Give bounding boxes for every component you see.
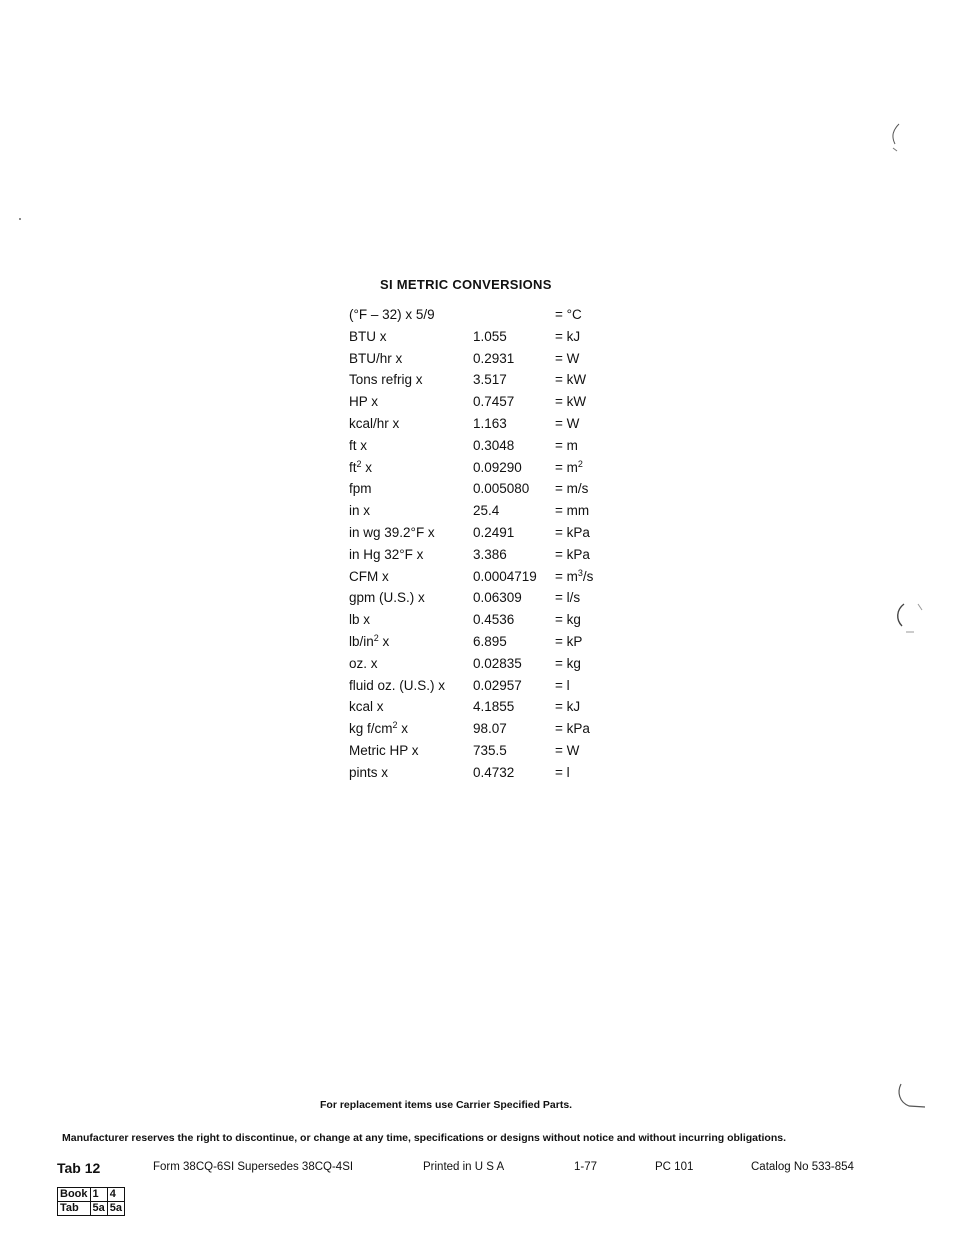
conversion-factor: 0.4732	[473, 764, 515, 780]
footer-date: 1-77	[574, 1161, 598, 1173]
conversion-from: $ft^2$ x	[349, 458, 373, 475]
conversion-factor: 0.02835	[473, 655, 522, 671]
conversion-to: = mm	[555, 503, 590, 519]
conversion-row	[349, 587, 619, 609]
punch-hole-mark	[885, 120, 915, 160]
conversion-to: = W	[555, 350, 580, 366]
conversion-factor: 0.3048	[473, 437, 515, 453]
conversion-to: = kW	[555, 394, 587, 410]
conversion-row	[349, 675, 619, 697]
conversion-row	[349, 609, 619, 631]
conversion-to: = $m^3/s$	[555, 567, 594, 584]
conversion-to: = kg	[555, 612, 581, 628]
book-row	[58, 1188, 125, 1202]
conversion-from: $lb/in^2$ x	[349, 632, 390, 649]
book-tab-cell: 1	[90, 1188, 107, 1202]
conversion-to: = l	[555, 677, 570, 693]
conversion-from: kcal/hr x	[349, 415, 400, 431]
replacement-note: For replacement items use Carrier Specified Parts.	[320, 1099, 573, 1111]
conversion-from: oz. x	[349, 655, 378, 671]
conversion-factor: 1.055	[473, 328, 507, 344]
conversion-factor: 735.5	[473, 742, 507, 758]
conversion-factor: 6.895	[473, 633, 507, 649]
conversion-row	[349, 522, 619, 544]
conversion-factor: 0.06309	[473, 590, 522, 606]
conversion-to: = kPa	[555, 524, 590, 540]
conversion-row	[349, 304, 619, 326]
conversion-from: kg $f/cm^2$ x	[349, 720, 409, 737]
conversion-row	[349, 718, 619, 740]
conversion-row	[349, 544, 619, 566]
conversion-from: Tons refrig x	[349, 372, 423, 388]
conversion-to: = $m^2$	[555, 458, 583, 475]
conversion-row	[349, 457, 619, 479]
conversion-from: in x	[349, 503, 371, 519]
conversion-to: = W	[555, 742, 580, 758]
conversion-factor: 3.517	[473, 372, 507, 388]
conversion-factor: 0.02957	[473, 677, 522, 693]
conversion-factor: 0.09290	[473, 459, 522, 475]
conversion-row	[349, 413, 619, 435]
book-tab-cell: 4	[107, 1188, 124, 1202]
conversion-row	[349, 762, 619, 784]
conversion-to: = °C	[555, 307, 582, 322]
conversion-from: fpm	[349, 481, 372, 497]
conversion-from: in wg 39.2°F x	[349, 524, 435, 540]
conversion-from: gpm (U.S.) x	[349, 590, 425, 606]
conversion-to: = kJ	[555, 699, 581, 715]
conversion-factor: 0.7457	[473, 394, 515, 410]
conversion-factor: 0.2931	[473, 350, 515, 366]
conversion-row	[349, 348, 619, 370]
conversion-from: in Hg 32°F x	[349, 546, 424, 562]
conversion-row	[349, 326, 619, 348]
conversion-factor: 3.386	[473, 546, 507, 562]
conversion-to: = kPa	[555, 721, 590, 737]
conversion-to: = m	[555, 437, 578, 453]
conversion-from: kcal x	[349, 699, 384, 715]
conversion-to: = kJ	[555, 328, 581, 344]
conversion-from: (°F – 32) x 5/9	[349, 307, 435, 322]
conversion-from: Metric HP x	[349, 742, 419, 758]
conversion-from: lb x	[349, 612, 371, 628]
punch-hole-mark	[893, 1080, 933, 1115]
conversion-row	[349, 435, 619, 457]
conversion-from: CFM x	[349, 568, 389, 584]
conversion-factor: 0.2491	[473, 524, 515, 540]
speck-mark	[17, 216, 23, 222]
conversion-factor: 0.005080	[473, 481, 530, 497]
book-tab-cell: Tab	[58, 1202, 91, 1216]
conversion-row	[349, 478, 619, 500]
conversion-factor: 98.07	[473, 721, 507, 737]
conversion-row	[349, 369, 619, 391]
footer-catalog: Catalog No 533-854	[751, 1161, 854, 1173]
conversion-row	[349, 631, 619, 653]
conversion-factor: 25.4	[473, 503, 500, 519]
page-title: SI METRIC CONVERSIONS	[380, 277, 552, 292]
conversion-from: ft x	[349, 437, 368, 453]
conversion-factor: 1.163	[473, 415, 507, 431]
conversion-from: fluid oz. (U.S.) x	[349, 677, 446, 693]
conversion-row	[349, 500, 619, 522]
book-tab-cell: Book	[58, 1188, 91, 1202]
footer-form: Form 38CQ-6SI Supersedes 38CQ-4SI	[153, 1161, 354, 1173]
conversion-from: BTU/hr x	[349, 350, 403, 366]
book-tab-table	[57, 1187, 125, 1216]
conversion-to: = l/s	[555, 590, 581, 606]
conversion-factor: 0.0004719	[473, 568, 537, 584]
conversion-to: = kP	[555, 633, 583, 649]
conversion-factor: 0.4536	[473, 612, 515, 628]
conversion-from: BTU x	[349, 328, 387, 344]
conversion-from: pints x	[349, 764, 389, 780]
conversion-row	[349, 740, 619, 762]
footer-printed: Printed in U S A	[423, 1161, 505, 1173]
conversion-table	[349, 304, 619, 784]
conversion-row	[349, 391, 619, 413]
conversion-to: = kg	[555, 655, 581, 671]
conversion-to: = W	[555, 415, 580, 431]
footer-pc: PC 101	[655, 1161, 694, 1173]
conversion-from: HP x	[349, 394, 379, 410]
disclaimer-note: Manufacturer reserves the right to discontinue, or change at any time, specifications or designs without notice and without incurring obligations.	[62, 1132, 787, 1144]
footer-tab: Tab 12	[57, 1160, 101, 1176]
conversion-factor: 4.1855	[473, 699, 515, 715]
punch-hole-mark	[890, 598, 930, 638]
conversion-to: = m/s	[555, 481, 589, 497]
conversion-row	[349, 696, 619, 718]
book-tab-cell: 5a	[107, 1202, 124, 1216]
conversion-to: = kW	[555, 372, 587, 388]
tab-row	[58, 1202, 125, 1216]
conversion-row	[349, 653, 619, 675]
conversion-to: = l	[555, 764, 570, 780]
book-tab-cell: 5a	[90, 1202, 107, 1216]
conversion-to: = kPa	[555, 546, 590, 562]
conversion-row	[349, 566, 619, 588]
